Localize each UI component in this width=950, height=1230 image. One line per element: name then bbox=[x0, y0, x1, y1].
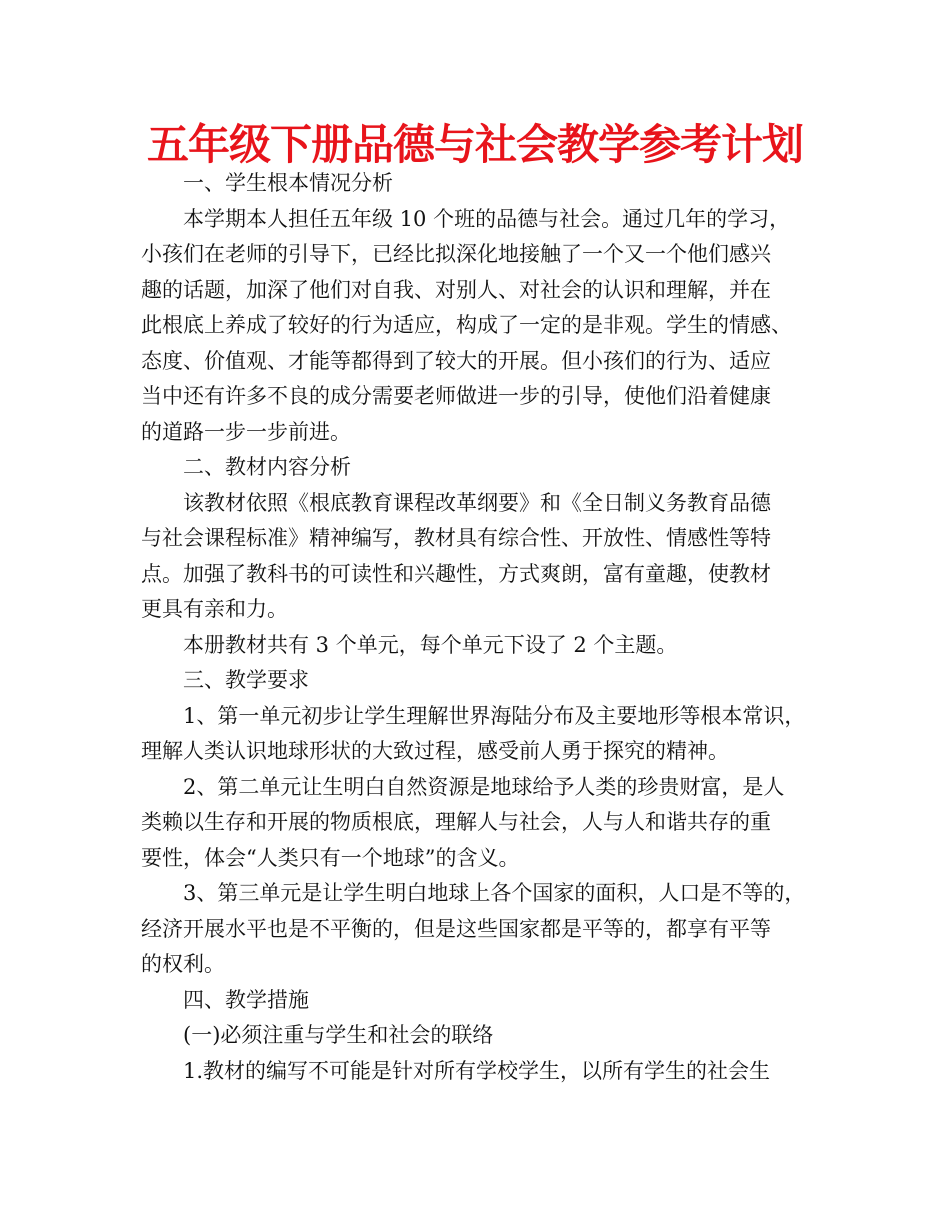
text-line: 该教材依照《根底教育课程改革纲要》和《全日制义务教育品德 bbox=[183, 490, 771, 515]
text-line: 四、教学措施 bbox=[183, 987, 309, 1012]
text-line: 点。加强了教科书的可读性和兴趣性，方式爽朗，富有童趣，使教材 bbox=[141, 561, 771, 586]
text-line: 的权利。 bbox=[141, 952, 225, 976]
text-line: 更具有亲和力。 bbox=[141, 597, 288, 621]
text-line: 三、教学要求 bbox=[183, 668, 309, 692]
text-line: 本学期本人担任五年级 10 个班的品德与社会。通过几年的学习， bbox=[183, 206, 791, 231]
text-line: 的道路一步一步前进。 bbox=[141, 419, 351, 444]
text-line: 小孩们在老师的引导下，已经比拟深化地接触了一个又一个他们感兴 bbox=[141, 242, 771, 266]
text-line: 类赖以生存和开展的物质根底，理解人与社会，人与人和谐共存的重 bbox=[141, 810, 771, 834]
text-line: 1、第一单元初步让学生理解世界海陆分布及主要地形等根本常识， bbox=[183, 703, 806, 728]
text-line: 经济开展水平也是不平衡的，但是这些国家都是平等的，都享有平等 bbox=[141, 916, 771, 941]
text-line: 2、第二单元让生明白自然资源是地球给予人类的珍贵财富，是人 bbox=[183, 774, 785, 799]
text-line: 要性，体会“人类只有一个地球”的含义。 bbox=[141, 845, 520, 870]
text-line: 1.教材的编写不可能是针对所有学校学生，以所有学生的社会生 bbox=[183, 1058, 771, 1083]
text-line: 此根底上养成了较好的行为适应，构成了一定的是非观。学生的情感、 bbox=[141, 313, 792, 337]
text-line: 趣的话题，加深了他们对自我、对别人、对社会的认识和理解，并在 bbox=[141, 277, 771, 302]
text-line: 一、学生根本情况分析 bbox=[183, 171, 393, 195]
document-body bbox=[141, 166, 821, 1089]
document-title: 五年级下册品德与社会教学参考计划 bbox=[146, 120, 803, 169]
text-line: 3、第三单元是让学生明白地球上各个国家的面积，人口是不等的， bbox=[183, 881, 806, 905]
text-line: 态度、价值观、才能等都得到了较大的开展。但小孩们的行为、适应 bbox=[141, 348, 771, 373]
text-line: 当中还有许多不良的成分需要老师做进一步的引导，使他们沿着健康 bbox=[141, 384, 771, 408]
text-line: 与社会课程标准》精神编写，教材具有综合性、开放性、情感性等特 bbox=[141, 526, 771, 550]
text-line: (一)必须注重与学生和社会的联络 bbox=[183, 1023, 494, 1047]
text-line: 理解人类认识地球形状的大致过程，感受前人勇于探究的精神。 bbox=[141, 739, 729, 763]
text-line: 二、教材内容分析 bbox=[183, 455, 351, 479]
text-line: 本册教材共有 3 个单元，每个单元下设了 2 个主题。 bbox=[183, 632, 678, 657]
